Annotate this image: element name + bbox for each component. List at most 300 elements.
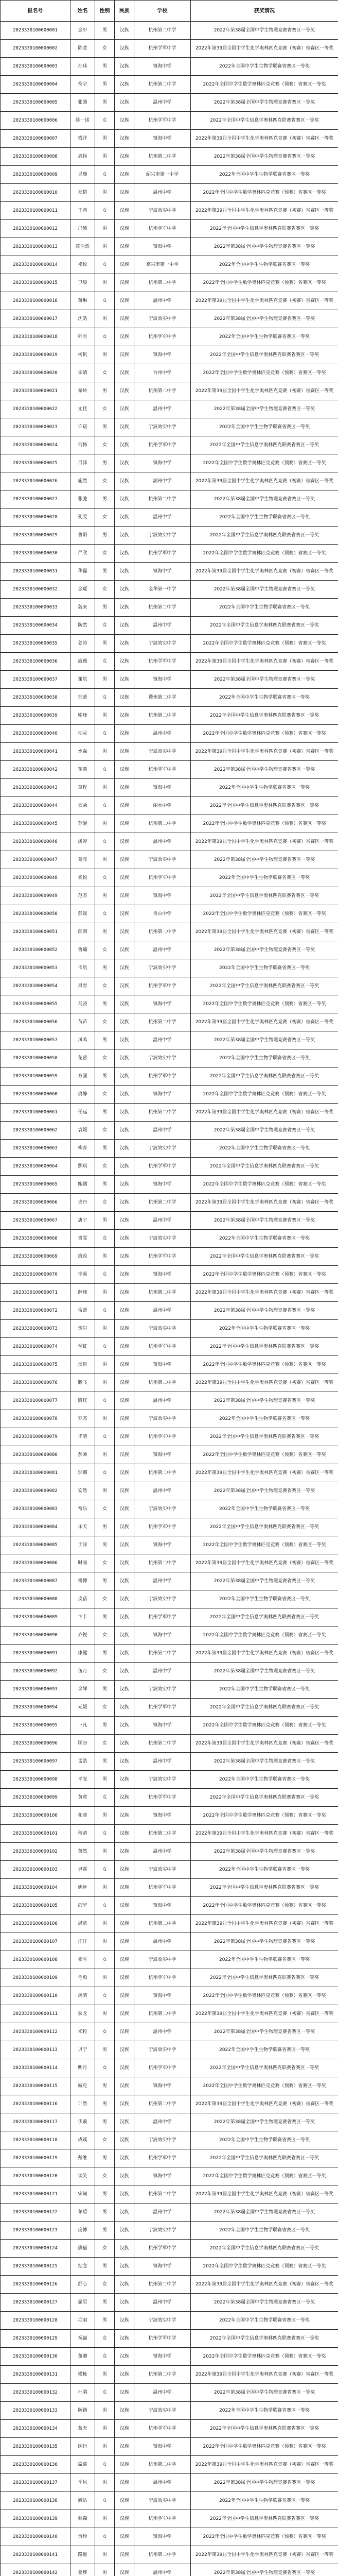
cell-name: 康健 [70,1645,95,1663]
cell-school: 温州中学 [134,1302,191,1320]
cell-name: 明月 [70,2059,95,2077]
cell-ethnicity: 汉族 [115,779,134,797]
cell-name: 闵行 [70,2438,95,2456]
cell-ethnicity: 汉族 [115,2167,134,2185]
table-row [1,2095,338,2113]
cell-ethnicity: 汉族 [115,671,134,689]
cell-gender: 男 [95,1753,115,1771]
cell-ethnicity: 汉族 [115,1608,134,1626]
cell-gender: 男 [95,274,115,292]
table-row [1,2366,338,2384]
cell-ethnicity: 汉族 [115,1699,134,1717]
header-ethnicity: 民族 [115,1,134,22]
cell-ethnicity: 汉族 [115,1933,134,1951]
cell-award: 2022年全国中学生信息学奥林匹克联赛省赛区一等奖 [191,1608,338,1626]
cell-id: 2023330100000009 [1,166,70,184]
cell-id: 2023330100000132 [1,2384,70,2402]
cell-gender: 男 [95,2005,115,2023]
cell-name: 强森 [70,2510,95,2528]
cell-gender: 女 [95,2059,115,2077]
cell-award: 2022年第38届全国中学生物理竞赛省赛区一等奖 [191,1122,338,1140]
cell-award: 2022年全国中学生数学奥林匹克竞赛（预赛）省赛区一等奖 [191,815,338,833]
cell-ethnicity: 汉族 [115,1013,134,1031]
cell-id: 2023330100000063 [1,1140,70,1158]
cell-name: 张弛 [70,490,95,509]
cell-gender: 男 [95,1572,115,1590]
cell-name: 施然 [70,472,95,490]
cell-award: 2022年全国中学生生物学联赛省赛区一等奖 [191,58,338,76]
cell-award: 2022年全国中学生生物学联赛省赛区一等奖 [191,959,338,977]
table-row [1,2294,338,2312]
cell-id: 2023330100000093 [1,1681,70,1699]
cell-school: 镇海中学 [134,1987,191,2005]
table-row [1,202,338,220]
cell-gender: 女 [95,761,115,779]
cell-id: 2023330100000031 [1,563,70,581]
table-row [1,1158,338,1176]
cell-id: 2023330100000020 [1,364,70,382]
cell-name: 钱洋 [70,130,95,148]
cell-id: 2023330100000051 [1,923,70,941]
table-header [1,1,338,22]
cell-gender: 女 [95,256,115,274]
cell-id: 2023330100000067 [1,1212,70,1230]
table-row [1,454,338,472]
cell-name: 杨帆 [70,346,95,364]
cell-gender: 男 [95,220,115,238]
cell-gender: 女 [95,725,115,743]
cell-gender: 男 [95,2095,115,2113]
cell-gender: 女 [95,292,115,310]
cell-award: 2022年第39届全国中学生化学奥林匹克竞赛（初赛）省赛区一等奖 [191,1645,338,1663]
table-row [1,2077,338,2095]
table-row [1,1392,338,1410]
cell-name: 章程 [70,779,95,797]
cell-award: 2022年全国中学生信息学奥林匹克联赛省赛区一等奖 [191,617,338,635]
cell-gender: 男 [95,2149,115,2167]
cell-gender: 男 [95,1536,115,1554]
cell-name: 苏醒 [70,815,95,833]
cell-gender: 男 [95,671,115,689]
table-row [1,1266,338,1284]
cell-award: 2022年全国中学生生物学联赛省赛区一等奖 [191,328,338,346]
cell-school: 温州中学 [134,725,191,743]
cell-school: 镇海中学 [134,58,191,76]
cell-name: 陈一诺 [70,112,95,130]
table-row [1,382,338,400]
table-row [1,707,338,725]
cell-award: 2022年第39届全国中学生化学奥林匹克竞赛（初赛）省赛区一等奖 [191,1104,338,1122]
table-row [1,1645,338,1663]
table-row [1,671,338,689]
cell-name: 薛峰 [70,1284,95,1302]
table-row [1,2528,338,2546]
cell-ethnicity: 汉族 [115,2456,134,2474]
cell-award: 2022年全国中学生信息学奥林匹克联赛省赛区一等奖 [191,2420,338,2438]
table-row [1,2474,338,2492]
table-row [1,995,338,1013]
cell-name: 茅盾 [70,2204,95,2222]
cell-gender: 男 [95,184,115,202]
cell-id: 2023330100000110 [1,1987,70,2005]
cell-ethnicity: 汉族 [115,833,134,851]
cell-name: 酆琪 [70,1158,95,1176]
cell-id: 2023330100000129 [1,2330,70,2348]
cell-school: 镇海中学 [134,1807,191,1825]
cell-award: 2022年全国中学生信息学奥林匹克联赛省赛区一等奖 [191,1428,338,1446]
cell-ethnicity: 汉族 [115,887,134,905]
cell-school: 杭州学军中学 [134,2420,191,2438]
cell-name: 郑恺 [70,184,95,202]
cell-gender: 男 [95,2294,115,2312]
cell-gender: 男 [95,418,115,436]
cell-gender: 男 [95,2510,115,2528]
table-row [1,779,338,797]
table-row [1,130,338,148]
cell-award: 2022年全国中学生信息学奥林匹克联赛省赛区一等奖 [191,1248,338,1266]
cell-id: 2023330100000065 [1,1176,70,1194]
cell-name: 邵华 [70,1897,95,1915]
cell-gender: 女 [95,797,115,815]
cell-ethnicity: 汉族 [115,2510,134,2528]
table-row [1,761,338,779]
cell-name: 郝帅 [70,1446,95,1464]
cell-ethnicity: 汉族 [115,382,134,400]
header-row [1,1,338,22]
table-row [1,1500,338,1518]
table-row [1,1789,338,1807]
cell-id: 2023330100000098 [1,1771,70,1789]
table-row [1,1428,338,1446]
cell-name: 韦航 [70,959,95,977]
cell-award: 2022年全国中学生信息学奥林匹克联赛省赛区一等奖 [191,887,338,905]
cell-name: 季风 [70,2474,95,2492]
cell-ethnicity: 汉族 [115,761,134,779]
cell-id: 2023330100000116 [1,2095,70,2113]
cell-name: 岑溪 [70,1266,95,1284]
cell-gender: 男 [95,1681,115,1699]
cell-award: 2022年全国中学生信息学奥林匹克联赛省赛区一等奖 [191,707,338,725]
cell-ethnicity: 汉族 [115,2528,134,2546]
cell-name: 贺岩 [70,1320,95,1338]
cell-school: 杭州第二中学 [134,76,191,94]
cell-ethnicity: 汉族 [115,851,134,869]
cell-award: 2022年全国中学生数学奥林匹克竞赛（预赛）省赛区一等奖 [191,1626,338,1645]
cell-id: 2023330100000105 [1,1897,70,1915]
cell-name: 倪虹 [70,1338,95,1356]
cell-name: 奚悦 [70,869,95,887]
table-row [1,1626,338,1645]
table-row [1,959,338,977]
cell-id: 2023330100000050 [1,905,70,923]
cell-award: 2022年第39届全国中学生化学奥林匹克竞赛（初赛）省赛区一等奖 [191,1284,338,1302]
table-row [1,256,338,274]
cell-name: 毛毅 [70,1969,95,1987]
cell-gender: 男 [95,1374,115,1392]
cell-name: 祁雪 [70,1951,95,1969]
cell-id: 2023330100000095 [1,1717,70,1735]
cell-id: 2023330100000082 [1,1482,70,1500]
cell-name: 陈萱 [70,40,95,58]
table-row [1,1861,338,1879]
cell-gender: 女 [95,1554,115,1572]
cell-school: 杭州第二中学 [134,382,191,400]
cell-id: 2023330100000121 [1,2185,70,2204]
cell-name: 皮蓓 [70,1590,95,1608]
cell-award: 2022年全国中学生生物学联赛省赛区一等奖 [191,1500,338,1518]
cell-school: 杭州学军中学 [134,112,191,130]
cell-name: 穆清 [70,1825,95,1843]
cell-gender: 男 [95,1518,115,1536]
cell-id: 2023330100000033 [1,599,70,617]
table-row [1,1663,338,1681]
cell-school: 杭州学军中学 [134,2510,191,2528]
table-row [1,2113,338,2131]
cell-gender: 男 [95,2474,115,2492]
cell-gender: 女 [95,1049,115,1067]
table-row [1,220,338,238]
cell-gender: 女 [95,1951,115,1969]
cell-ethnicity: 汉族 [115,1717,134,1735]
cell-school: 温州中学 [134,184,191,202]
cell-name: 窦蔻 [70,761,95,779]
cell-school: 杭州学军中学 [134,1879,191,1897]
cell-school: 杭州第二中学 [134,923,191,941]
cell-gender: 男 [95,490,115,509]
cell-award: 2022年第39届全国中学生化学奥林匹克竞赛（初赛）省赛区一等奖 [191,1735,338,1753]
cell-gender: 女 [95,400,115,418]
cell-ethnicity: 汉族 [115,2564,134,2576]
cell-school: 杭州学军中学 [134,1067,191,1086]
cell-name: 柏灵 [70,725,95,743]
cell-gender: 女 [95,364,115,382]
table-row [1,2204,338,2222]
cell-ethnicity: 汉族 [115,1158,134,1176]
cell-school: 宁波效实中学 [134,1771,191,1789]
cell-gender: 男 [95,527,115,545]
cell-award: 2022年全国中学生信息学奥林匹克联赛省赛区一等奖 [191,346,338,364]
table-row [1,1338,338,1356]
table-row [1,923,338,941]
cell-school: 镇海中学 [134,779,191,797]
cell-gender: 女 [95,509,115,527]
cell-school: 镇海中学 [134,346,191,364]
cell-school: 镇海中学 [134,2258,191,2276]
cell-school: 宁波效实中学 [134,1140,191,1158]
cell-gender: 男 [95,1482,115,1500]
cell-gender: 女 [95,869,115,887]
cell-gender: 男 [95,599,115,617]
table-row [1,1951,338,1969]
cell-ethnicity: 汉族 [115,1428,134,1446]
cell-name: 谢航 [70,671,95,689]
cell-gender: 男 [95,887,115,905]
cell-school: 宁波效实中学 [134,1320,191,1338]
cell-gender: 男 [95,1446,115,1464]
cell-name: 于洋 [70,1536,95,1554]
cell-award: 2022年第39届全国中学生化学奥林匹克竞赛（初赛）省赛区一等奖 [191,2366,338,2384]
cell-id: 2023330100000027 [1,490,70,509]
cell-name: 苗苗 [70,1013,95,1031]
cell-school: 镇海中学 [134,2438,191,2456]
cell-name: 方圆 [70,1067,95,1086]
cell-school: 杭州第二中学 [134,1013,191,1031]
cell-id: 2023330100000109 [1,1969,70,1987]
cell-school: 杭州学军中学 [134,1338,191,1356]
table-row [1,527,338,545]
cell-id: 2023330100000118 [1,2131,70,2149]
cell-award: 2022年第39届全国中学生化学奥林匹克竞赛（初赛）省赛区一等奖 [191,1554,338,1572]
cell-name: 尹露 [70,1861,95,1879]
cell-gender: 男 [95,1717,115,1735]
table-row [1,1013,338,1031]
cell-school: 温州中学 [134,1843,191,1861]
cell-award: 2022年第39届全国中学生化学奥林匹克竞赛（初赛）省赛区一等奖 [191,923,338,941]
cell-ethnicity: 汉族 [115,1067,134,1086]
table-row [1,1067,338,1086]
cell-school: 杭州第二中学 [134,1825,191,1843]
table-row [1,563,338,581]
cell-award: 2022年全国中学生数学奥林匹克竞赛（预赛）省赛区一等奖 [191,995,338,1013]
cell-school: 镇海中学 [134,2348,191,2366]
cell-ethnicity: 汉族 [115,418,134,436]
table-row [1,2456,338,2474]
cell-school: 镇海中学 [134,563,191,581]
cell-name: 朱婧 [70,364,95,382]
cell-award: 2022年第39届全国中学生化学奥林匹克竞赛（初赛）省赛区一等奖 [191,292,338,310]
cell-id: 2023330100000014 [1,256,70,274]
cell-name: 臧克 [70,2077,95,2095]
cell-gender: 男 [95,1608,115,1626]
cell-school: 杭州学军中学 [134,1248,191,1266]
cell-award: 2022年第39届全国中学生化学奥林匹克竞赛（初赛）省赛区一等奖 [191,130,338,148]
cell-ethnicity: 汉族 [115,2276,134,2294]
cell-gender: 女 [95,1338,115,1356]
cell-ethnicity: 汉族 [115,2113,134,2131]
table-row [1,1915,338,1933]
cell-ethnicity: 汉族 [115,1374,134,1392]
cell-name: 屈原 [70,2294,95,2312]
cell-ethnicity: 汉族 [115,1861,134,1879]
cell-award: 2022年第39届全国中学生化学奥林匹克竞赛（初赛）省赛区一等奖 [191,743,338,761]
cell-gender: 女 [95,2023,115,2041]
cell-ethnicity: 汉族 [115,1140,134,1158]
cell-award: 2022年全国中学生生物学联赛省赛区一等奖 [191,2312,338,2330]
header-school: 学校 [134,1,191,22]
cell-name: 魏来 [70,599,95,617]
cell-id: 2023330100000137 [1,2474,70,2492]
cell-school: 杭州学军中学 [134,1969,191,1987]
cell-name: 邹蕾 [70,689,95,707]
cell-id: 2023330100000107 [1,1933,70,1951]
table-row [1,941,338,959]
table-row [1,1608,338,1626]
cell-id: 2023330100000090 [1,1626,70,1645]
cell-ethnicity: 汉族 [115,1554,134,1572]
cell-school: 温州中学 [134,1031,191,1049]
cell-id: 2023330100000100 [1,1807,70,1825]
cell-name: 乐天 [70,1518,95,1536]
cell-gender: 男 [95,959,115,977]
cell-name: 吴璇 [70,166,95,184]
cell-school: 杭州学军中学 [134,436,191,454]
cell-ethnicity: 汉族 [115,1572,134,1590]
cell-ethnicity: 汉族 [115,112,134,130]
cell-award: 2022年第38届全国中学生物理竞赛省赛区一等奖 [191,94,338,112]
cell-id: 2023330100000128 [1,2312,70,2330]
cell-name: 娄烨 [70,2564,95,2576]
cell-gender: 男 [95,148,115,166]
cell-id: 2023330100000119 [1,2149,70,2167]
cell-id: 2023330100000108 [1,1951,70,1969]
cell-school: 宁波效实中学 [134,527,191,545]
cell-id: 2023330100000041 [1,743,70,761]
cell-name: 宋词 [70,2185,95,2204]
cell-id: 2023330100000126 [1,2276,70,2294]
table-row [1,653,338,671]
cell-ethnicity: 汉族 [115,2095,134,2113]
cell-id: 2023330100000044 [1,797,70,815]
cell-school: 宁波效实中学 [134,743,191,761]
cell-name: 计然 [70,2095,95,2113]
cell-name: 杜鹃 [70,2384,95,2402]
cell-id: 2023330100000038 [1,689,70,707]
cell-award: 2022年第38届全国中学生物理竞赛省赛区一等奖 [191,671,338,689]
cell-school: 宁波效实中学 [134,2312,191,2330]
cell-ethnicity: 汉族 [115,2185,134,2204]
cell-gender: 男 [95,1356,115,1374]
cell-id: 2023330100000125 [1,2258,70,2276]
cell-award: 2022年第38届全国中学生物理竞赛省赛区一等奖 [191,22,338,40]
table-row [1,2059,338,2077]
cell-gender: 男 [95,1645,115,1663]
cell-ethnicity: 汉族 [115,130,134,148]
cell-school: 宁波效实中学 [134,2131,191,2149]
cell-school: 宁波效实中学 [134,202,191,220]
cell-id: 2023330100000071 [1,1284,70,1302]
cell-award: 2022年全国中学生信息学奥林匹克联赛省赛区一等奖 [191,1518,338,1536]
cell-school: 杭州学军中学 [134,869,191,887]
cell-award: 2022年第38届全国中学生物理竞赛省赛区一等奖 [191,761,338,779]
cell-award: 2022年第39届全国中学生化学奥林匹克竞赛（初赛）省赛区一等奖 [191,1013,338,1031]
cell-name: 舒心 [70,2276,95,2294]
cell-name: 廉政 [70,1248,95,1266]
cell-award: 2022年第38届全国中学生物理竞赛省赛区一等奖 [191,941,338,959]
table-row [1,887,338,905]
cell-name: 殷红 [70,1392,95,1410]
cell-gender: 男 [95,2204,115,2222]
cell-gender: 女 [95,1302,115,1320]
cell-ethnicity: 汉族 [115,617,134,635]
table-row [1,58,338,76]
cell-name: 倪宇 [70,76,95,94]
cell-name: 米粒 [70,2023,95,2041]
cell-award: 2022年第39届全国中学生化学奥林匹克竞赛（初赛）省赛区一等奖 [191,382,338,400]
cell-gender: 男 [95,563,115,581]
cell-ethnicity: 汉族 [115,22,134,40]
cell-gender: 男 [95,1140,115,1158]
cell-award: 2022年第39届全国中学生化学奥林匹克竞赛（初赛）省赛区一等奖 [191,2185,338,2204]
cell-award: 2022年全国中学生生物学联赛省赛区一等奖 [191,689,338,707]
cell-id: 2023330100000130 [1,2348,70,2366]
cell-award: 2022年全国中学生生物学联赛省赛区一等奖 [191,869,338,887]
table-row [1,635,338,653]
cell-school: 温州中学 [134,400,191,418]
cell-name: 喻峰 [70,707,95,725]
header-gender: 性别 [95,1,115,22]
cell-id: 2023330100000113 [1,2041,70,2059]
cell-award: 2022年全国中学生信息学奥林匹克联赛省赛区一等奖 [191,797,338,815]
